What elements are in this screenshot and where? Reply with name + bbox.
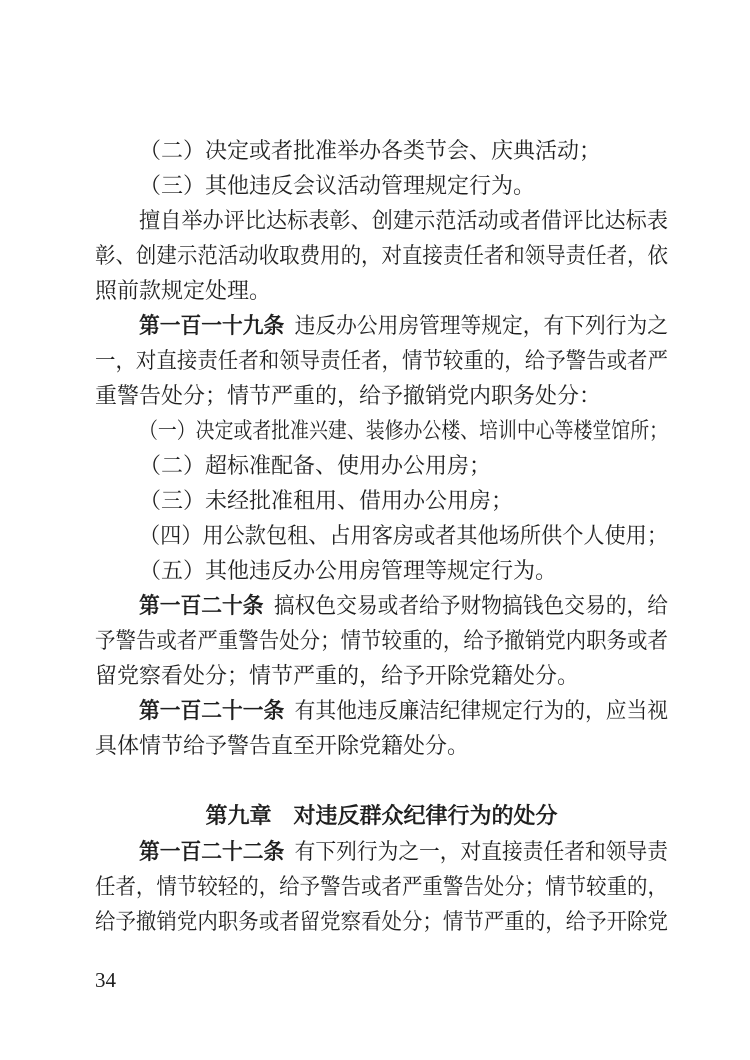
text-run: 有下列行为之一，对直接责任者和领导责 [294,839,668,864]
line-content [95,728,469,763]
text-run: 有其他违反廉洁纪律规定行为的，应当视 [294,698,668,723]
chapter-heading [95,798,668,834]
text-run: 留党察看处分；情节严重的，给予开除党籍处分。 [95,663,580,688]
line-content [205,798,557,834]
line-content [139,693,668,728]
text-line [95,238,668,273]
text-line [95,834,668,869]
text-run: （四）用公款包租、占用客房或者其他场所供个人使用； [139,523,668,548]
line-content [95,343,668,378]
text-run: 彰、创建示范活动收取费用的，对直接责任者和领导责任者，依 [95,243,668,268]
text-line [95,273,668,308]
text-run: （二）超标准配备、使用办公用房； [139,453,492,478]
text-run: （三）未经批准租用、借用办公用房； [139,488,514,513]
line-content [139,553,557,588]
text-run: （五）其他违反办公用房管理等规定行为。 [139,558,558,583]
text-line [95,553,668,588]
line-content [139,133,601,168]
line-content [95,623,668,658]
chapter-heading-text: 第九章 对违反群众纪律行为的处分 [205,803,558,828]
line-content [139,588,668,623]
text-block [95,133,668,939]
line-content [95,869,668,904]
article-number: 第一百二十一条 [139,698,285,723]
text-line [95,623,668,658]
article-number: 第一百二十二条 [139,839,285,864]
line-content [95,378,601,413]
text-run: 任者，情节较轻的，给予警告或者严重警告处分；情节较重的， [95,874,668,899]
line-content [139,518,668,553]
text-line [95,483,668,518]
line-content [139,413,668,448]
text-run: 照前款规定处理。 [95,278,272,303]
text-run: 搞权色交易或者给予财物搞钱色交易的，给 [273,593,668,618]
text-run: 给予撤销党内职务或者留党察看处分；情节严重的，给予开除党 [95,909,668,934]
text-line [95,413,668,448]
line-content [95,238,668,273]
text-run: 违反办公用房管理等规定，有下列行为之 [294,313,668,338]
text-line [95,168,668,203]
text-run: 一，对直接责任者和领导责任者，情节较重的，给予警告或者严 [95,348,668,373]
text-line [95,588,668,623]
text-line [95,378,668,413]
text-run: （二）决定或者批准举办各类节会、庆典活动； [139,138,602,163]
line-content [95,273,271,308]
line-content [139,448,491,483]
text-line [95,343,668,378]
text-line [95,728,668,763]
text-run: （三）其他违反会议活动管理规定行为。 [139,173,536,198]
line-content [139,168,535,203]
article-number: 第一百一十九条 [139,313,285,338]
text-line [95,448,668,483]
text-line [95,869,668,904]
line-content [95,658,579,693]
line-content [139,834,668,869]
line-content [139,308,668,343]
text-line [95,904,668,939]
text-run: （一）决定或者批准兴建、装修办公楼、培训中心等楼堂馆所； [139,418,668,443]
text-run: 具体情节给予警告直至开除党籍处分。 [95,733,470,758]
text-line [95,308,668,343]
line-content [139,203,668,238]
article-number: 第一百二十条 [139,593,264,618]
text-run: 擅自举办评比达标表彰、创建示范活动或者借评比达标表 [139,208,668,233]
text-line [95,133,668,168]
text-run: 重警告处分；情节严重的，给予撤销党内职务处分： [95,383,602,408]
text-line [95,203,668,238]
line-content [139,483,513,518]
text-line [95,693,668,728]
page-number: 34 [95,968,116,992]
line-content [95,904,668,939]
blank-line [95,763,668,798]
text-run: 予警告或者严重警告处分；情节较重的，给予撤销党内职务或者 [95,628,668,653]
text-line [95,518,668,553]
text-line [95,658,668,693]
